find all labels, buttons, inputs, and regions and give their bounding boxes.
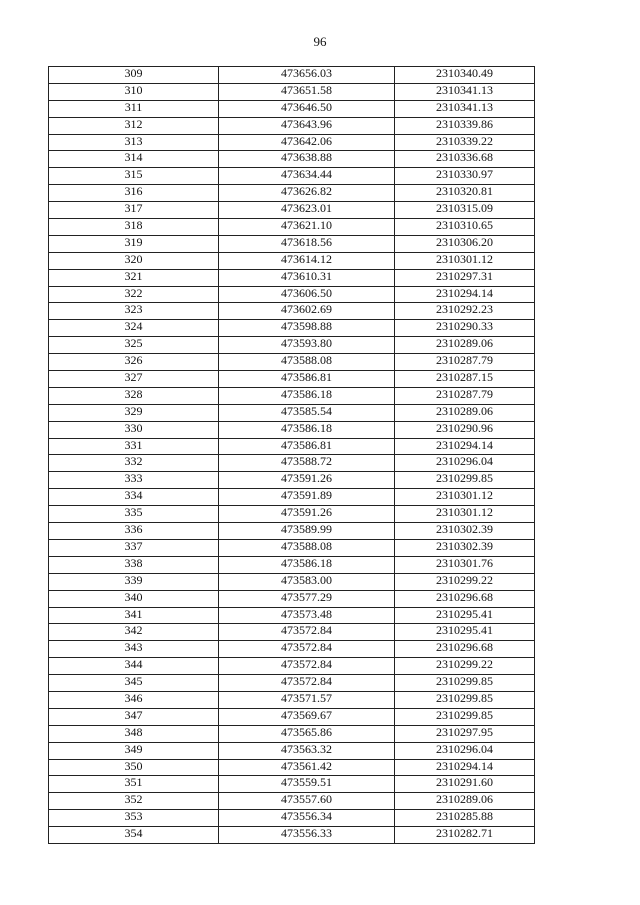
y-coordinate-cell: 2310302.39: [395, 539, 535, 556]
x-coordinate-cell: 473621.10: [219, 219, 395, 236]
x-coordinate-cell: 473556.33: [219, 827, 395, 844]
table-row: [49, 658, 535, 675]
y-coordinate-cell: 2310287.79: [395, 387, 535, 404]
x-coordinate-cell: 473577.29: [219, 590, 395, 607]
x-coordinate-cell: 473586.81: [219, 438, 395, 455]
y-coordinate-cell: 2310296.04: [395, 742, 535, 759]
y-coordinate-cell: 2310285.88: [395, 810, 535, 827]
x-coordinate-cell: 473591.26: [219, 472, 395, 489]
y-coordinate-cell: 2310289.06: [395, 793, 535, 810]
table-row: [49, 472, 535, 489]
y-coordinate-cell: 2310299.85: [395, 691, 535, 708]
y-coordinate-cell: 2310320.81: [395, 185, 535, 202]
y-coordinate-cell: 2310301.12: [395, 489, 535, 506]
x-coordinate-cell: 473642.06: [219, 134, 395, 151]
x-coordinate-cell: 473591.26: [219, 506, 395, 523]
point-number-cell: 328: [49, 387, 219, 404]
y-coordinate-cell: 2310299.22: [395, 658, 535, 675]
point-number-cell: 344: [49, 658, 219, 675]
x-coordinate-cell: 473586.18: [219, 421, 395, 438]
y-coordinate-cell: 2310294.14: [395, 759, 535, 776]
y-coordinate-cell: 2310339.22: [395, 134, 535, 151]
y-coordinate-cell: 2310289.06: [395, 337, 535, 354]
x-coordinate-cell: 473586.18: [219, 387, 395, 404]
point-number-cell: 335: [49, 506, 219, 523]
y-coordinate-cell: 2310310.65: [395, 219, 535, 236]
table-row: [49, 320, 535, 337]
y-coordinate-cell: 2310296.04: [395, 455, 535, 472]
table-row: [49, 523, 535, 540]
point-number-cell: 318: [49, 219, 219, 236]
table-row: [49, 827, 535, 844]
table-row: [49, 303, 535, 320]
table-row: [49, 641, 535, 658]
y-coordinate-cell: 2310290.33: [395, 320, 535, 337]
x-coordinate-cell: 473638.88: [219, 151, 395, 168]
point-number-cell: 324: [49, 320, 219, 337]
y-coordinate-cell: 2310296.68: [395, 590, 535, 607]
table-row: [49, 387, 535, 404]
y-coordinate-cell: 2310341.13: [395, 100, 535, 117]
y-coordinate-cell: 2310294.14: [395, 286, 535, 303]
table-row: [49, 371, 535, 388]
x-coordinate-cell: 473586.18: [219, 556, 395, 573]
table-row: [49, 117, 535, 134]
point-number-cell: 319: [49, 235, 219, 252]
table-row: [49, 556, 535, 573]
x-coordinate-cell: 473602.69: [219, 303, 395, 320]
x-coordinate-cell: 473591.89: [219, 489, 395, 506]
x-coordinate-cell: 473651.58: [219, 83, 395, 100]
table-row: [49, 83, 535, 100]
point-number-cell: 312: [49, 117, 219, 134]
x-coordinate-cell: 473626.82: [219, 185, 395, 202]
y-coordinate-cell: 2310301.76: [395, 556, 535, 573]
point-number-cell: 348: [49, 725, 219, 742]
coordinates-table-body: [49, 67, 535, 844]
table-row: [49, 337, 535, 354]
table-row: [49, 725, 535, 742]
x-coordinate-cell: 473588.72: [219, 455, 395, 472]
table-row: [49, 590, 535, 607]
point-number-cell: 332: [49, 455, 219, 472]
table-row: [49, 185, 535, 202]
y-coordinate-cell: 2310339.86: [395, 117, 535, 134]
y-coordinate-cell: 2310295.41: [395, 624, 535, 641]
x-coordinate-cell: 473606.50: [219, 286, 395, 303]
y-coordinate-cell: 2310299.22: [395, 573, 535, 590]
table-row: [49, 573, 535, 590]
y-coordinate-cell: 2310290.96: [395, 421, 535, 438]
point-number-cell: 349: [49, 742, 219, 759]
point-number-cell: 339: [49, 573, 219, 590]
table-row: [49, 624, 535, 641]
y-coordinate-cell: 2310287.15: [395, 371, 535, 388]
table-row: [49, 539, 535, 556]
point-number-cell: 336: [49, 523, 219, 540]
point-number-cell: 327: [49, 371, 219, 388]
x-coordinate-cell: 473588.08: [219, 354, 395, 371]
y-coordinate-cell: 2310294.14: [395, 438, 535, 455]
table-row: [49, 219, 535, 236]
x-coordinate-cell: 473572.84: [219, 624, 395, 641]
point-number-cell: 345: [49, 675, 219, 692]
table-row: [49, 675, 535, 692]
table-row: [49, 421, 535, 438]
x-coordinate-cell: 473589.99: [219, 523, 395, 540]
y-coordinate-cell: 2310336.68: [395, 151, 535, 168]
point-number-cell: 354: [49, 827, 219, 844]
table-row: [49, 810, 535, 827]
y-coordinate-cell: 2310330.97: [395, 168, 535, 185]
point-number-cell: 322: [49, 286, 219, 303]
point-number-cell: 326: [49, 354, 219, 371]
x-coordinate-cell: 473585.54: [219, 404, 395, 421]
x-coordinate-cell: 473643.96: [219, 117, 395, 134]
x-coordinate-cell: 473588.08: [219, 539, 395, 556]
y-coordinate-cell: 2310297.31: [395, 269, 535, 286]
point-number-cell: 316: [49, 185, 219, 202]
x-coordinate-cell: 473610.31: [219, 269, 395, 286]
x-coordinate-cell: 473565.86: [219, 725, 395, 742]
x-coordinate-cell: 473618.56: [219, 235, 395, 252]
point-number-cell: 311: [49, 100, 219, 117]
point-number-cell: 333: [49, 472, 219, 489]
table-row: [49, 67, 535, 84]
x-coordinate-cell: 473556.34: [219, 810, 395, 827]
y-coordinate-cell: 2310340.49: [395, 67, 535, 84]
page-number: 96: [313, 34, 327, 49]
table-row: [49, 134, 535, 151]
table-row: [49, 100, 535, 117]
point-number-cell: 351: [49, 776, 219, 793]
x-coordinate-cell: 473593.80: [219, 337, 395, 354]
point-number-cell: 341: [49, 607, 219, 624]
table-row: [49, 252, 535, 269]
table-row: [49, 742, 535, 759]
y-coordinate-cell: 2310306.20: [395, 235, 535, 252]
x-coordinate-cell: 473586.81: [219, 371, 395, 388]
table-row: [49, 168, 535, 185]
point-number-cell: 314: [49, 151, 219, 168]
table-row: [49, 286, 535, 303]
table-row: [49, 759, 535, 776]
y-coordinate-cell: 2310299.85: [395, 708, 535, 725]
point-number-cell: 334: [49, 489, 219, 506]
x-coordinate-cell: 473569.67: [219, 708, 395, 725]
y-coordinate-cell: 2310282.71: [395, 827, 535, 844]
point-number-cell: 350: [49, 759, 219, 776]
x-coordinate-cell: 473623.01: [219, 202, 395, 219]
y-coordinate-cell: 2310299.85: [395, 472, 535, 489]
point-number-cell: 310: [49, 83, 219, 100]
table-row: [49, 793, 535, 810]
x-coordinate-cell: 473561.42: [219, 759, 395, 776]
y-coordinate-cell: 2310301.12: [395, 506, 535, 523]
point-number-cell: 337: [49, 539, 219, 556]
y-coordinate-cell: 2310291.60: [395, 776, 535, 793]
table-row: [49, 235, 535, 252]
x-coordinate-cell: 473583.00: [219, 573, 395, 590]
point-number-cell: 325: [49, 337, 219, 354]
point-number-cell: 346: [49, 691, 219, 708]
x-coordinate-cell: 473598.88: [219, 320, 395, 337]
x-coordinate-cell: 473656.03: [219, 67, 395, 84]
table-row: [49, 202, 535, 219]
y-coordinate-cell: 2310296.68: [395, 641, 535, 658]
point-number-cell: 320: [49, 252, 219, 269]
table-row: [49, 776, 535, 793]
y-coordinate-cell: 2310287.79: [395, 354, 535, 371]
coordinates-table: [48, 66, 535, 844]
point-number-cell: 342: [49, 624, 219, 641]
table-row: [49, 708, 535, 725]
table-row: [49, 691, 535, 708]
point-number-cell: 330: [49, 421, 219, 438]
point-number-cell: 343: [49, 641, 219, 658]
table-row: [49, 354, 535, 371]
x-coordinate-cell: 473614.12: [219, 252, 395, 269]
x-coordinate-cell: 473557.60: [219, 793, 395, 810]
x-coordinate-cell: 473571.57: [219, 691, 395, 708]
point-number-cell: 315: [49, 168, 219, 185]
table-row: [49, 455, 535, 472]
point-number-cell: 317: [49, 202, 219, 219]
table-row: [49, 151, 535, 168]
table-row: [49, 489, 535, 506]
table-row: [49, 506, 535, 523]
x-coordinate-cell: 473572.84: [219, 641, 395, 658]
x-coordinate-cell: 473634.44: [219, 168, 395, 185]
y-coordinate-cell: 2310299.85: [395, 675, 535, 692]
y-coordinate-cell: 2310289.06: [395, 404, 535, 421]
point-number-cell: 309: [49, 67, 219, 84]
point-number-cell: 352: [49, 793, 219, 810]
point-number-cell: 340: [49, 590, 219, 607]
point-number-cell: 353: [49, 810, 219, 827]
table-row: [49, 438, 535, 455]
x-coordinate-cell: 473563.32: [219, 742, 395, 759]
point-number-cell: 331: [49, 438, 219, 455]
y-coordinate-cell: 2310295.41: [395, 607, 535, 624]
y-coordinate-cell: 2310302.39: [395, 523, 535, 540]
point-number-cell: 329: [49, 404, 219, 421]
point-number-cell: 323: [49, 303, 219, 320]
x-coordinate-cell: 473572.84: [219, 658, 395, 675]
y-coordinate-cell: 2310297.95: [395, 725, 535, 742]
point-number-cell: 321: [49, 269, 219, 286]
point-number-cell: 347: [49, 708, 219, 725]
x-coordinate-cell: 473559.51: [219, 776, 395, 793]
y-coordinate-cell: 2310341.13: [395, 83, 535, 100]
point-number-cell: 338: [49, 556, 219, 573]
x-coordinate-cell: 473573.48: [219, 607, 395, 624]
table-row: [49, 269, 535, 286]
y-coordinate-cell: 2310315.09: [395, 202, 535, 219]
point-number-cell: 313: [49, 134, 219, 151]
table-row: [49, 607, 535, 624]
y-coordinate-cell: 2310301.12: [395, 252, 535, 269]
x-coordinate-cell: 473572.84: [219, 675, 395, 692]
table-row: [49, 404, 535, 421]
x-coordinate-cell: 473646.50: [219, 100, 395, 117]
y-coordinate-cell: 2310292.23: [395, 303, 535, 320]
